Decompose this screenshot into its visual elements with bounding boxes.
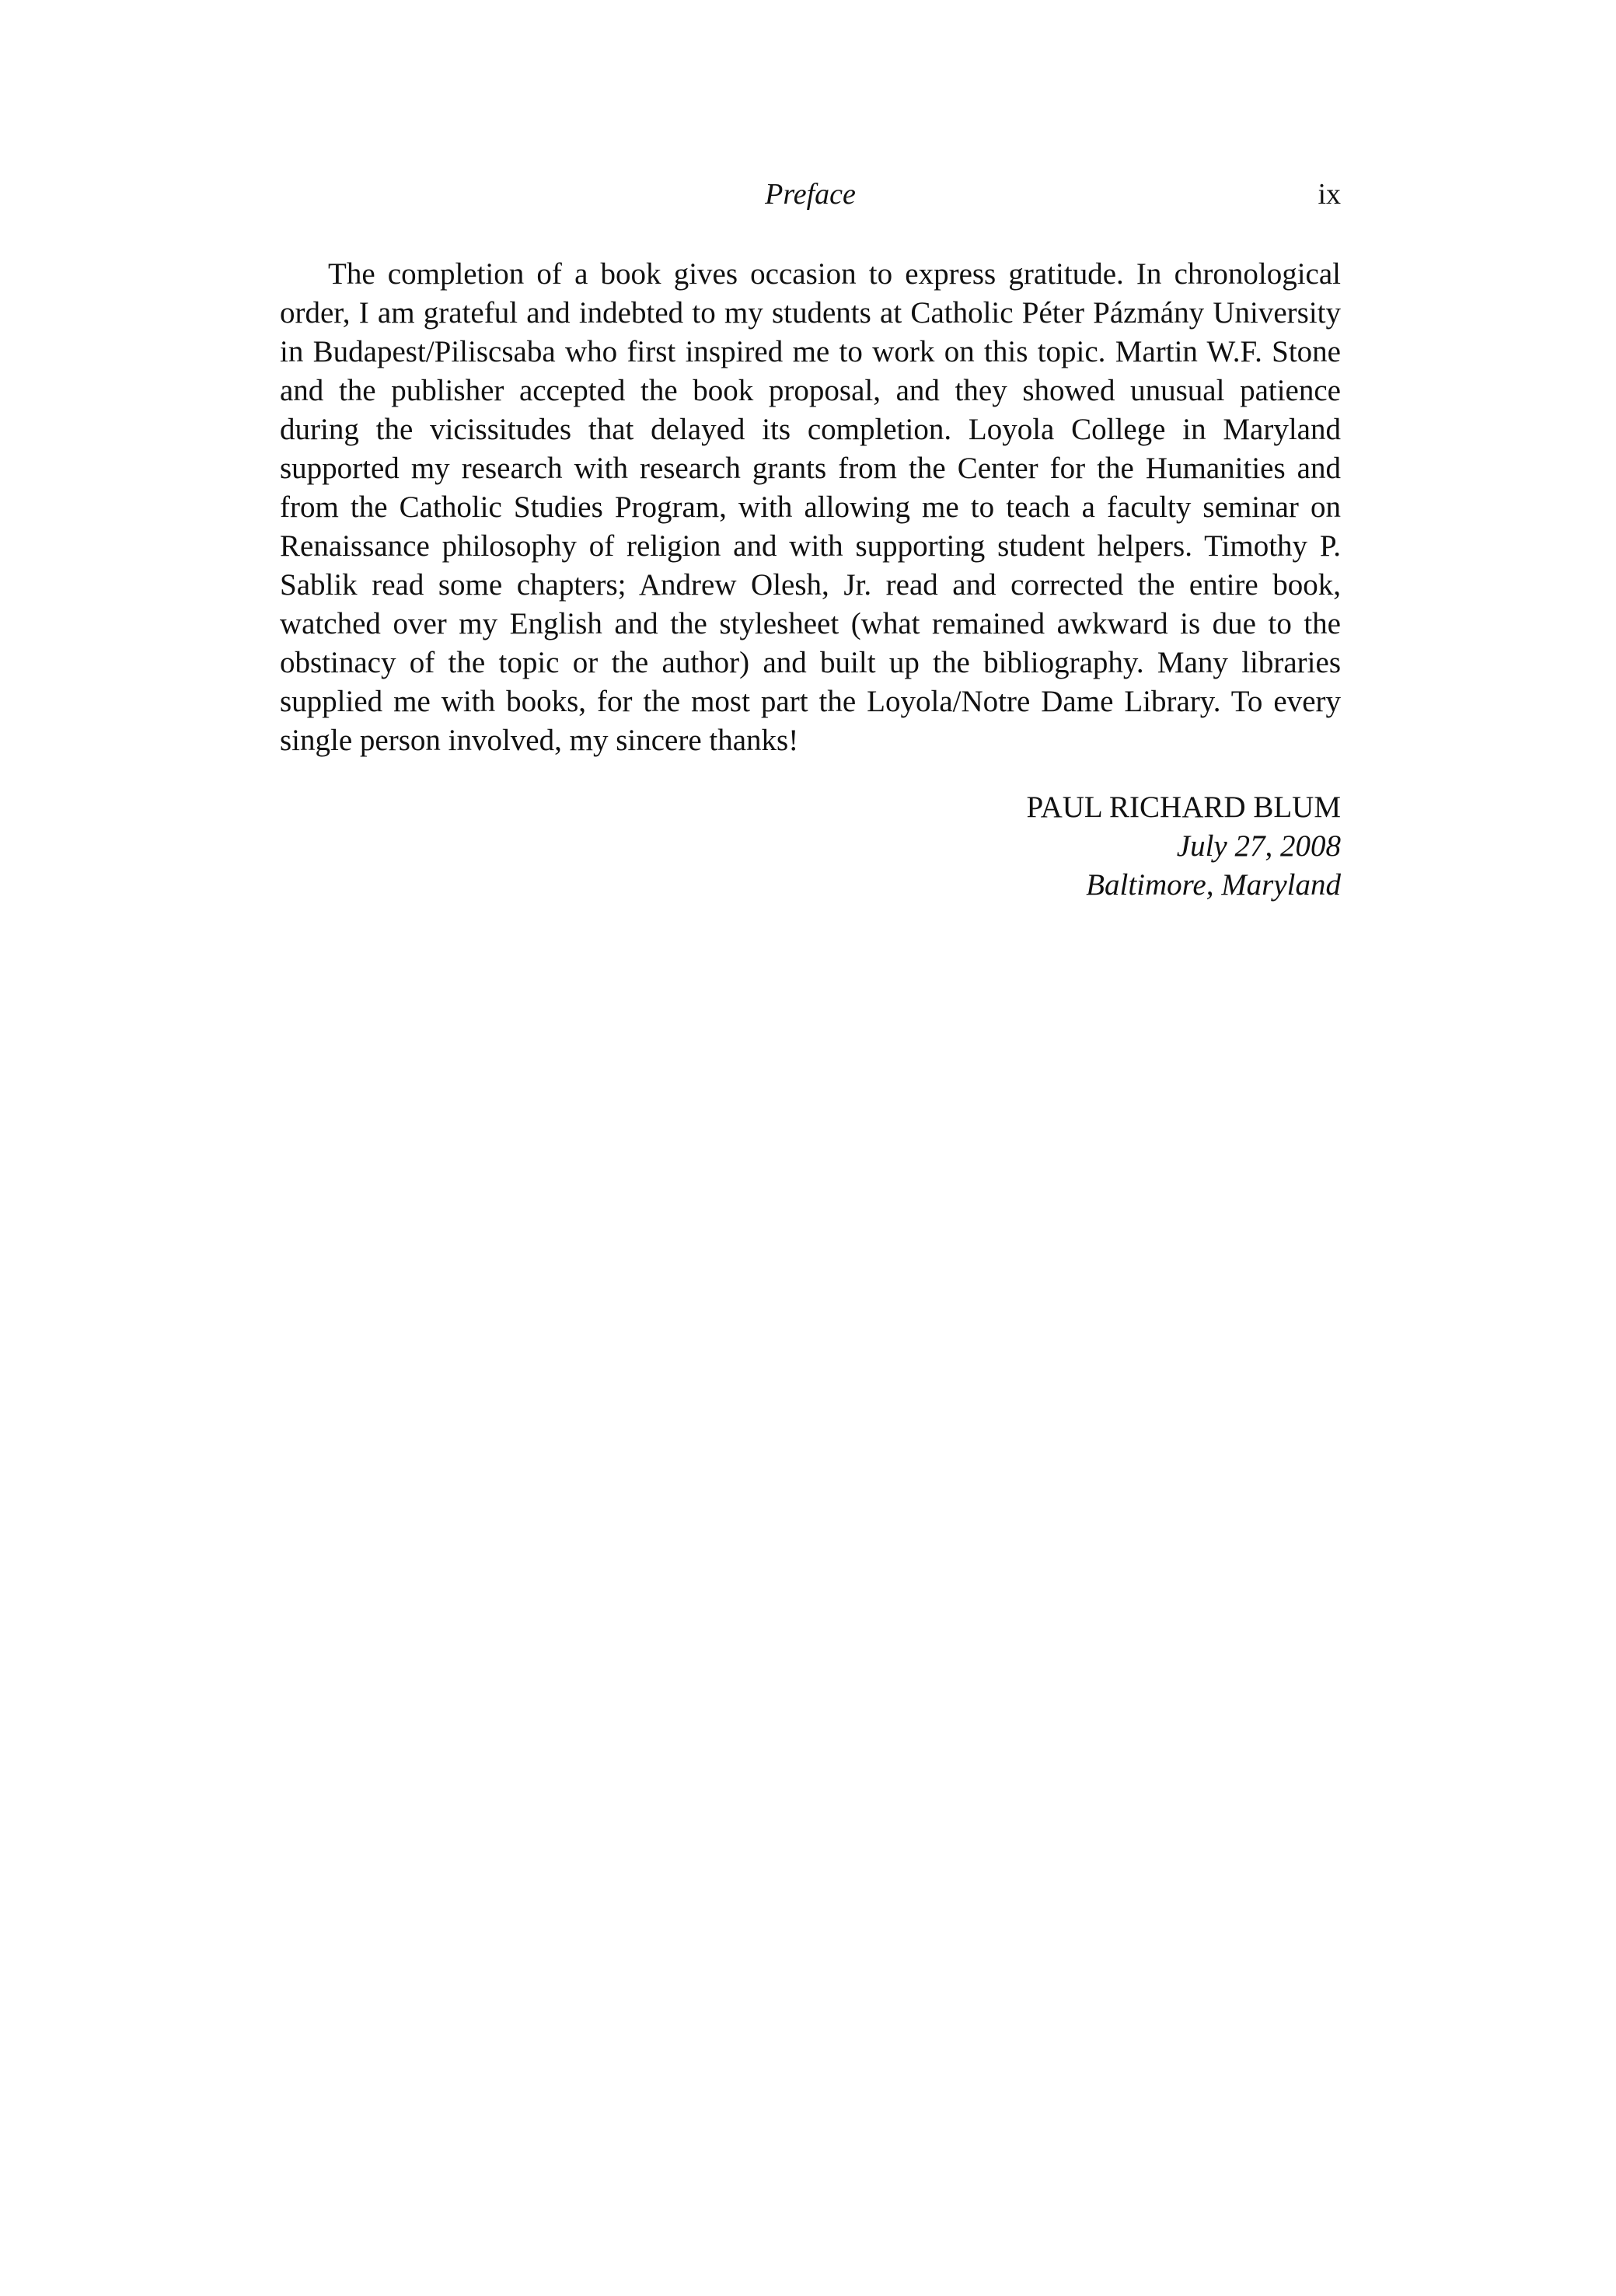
running-title: Preface bbox=[765, 178, 856, 211]
signature-place: Baltimore, Maryland bbox=[1086, 868, 1341, 902]
author-name: PAUL RICHARD BLUM bbox=[1026, 790, 1341, 824]
signature-block bbox=[280, 788, 1341, 905]
running-head bbox=[280, 171, 1341, 218]
book-page bbox=[280, 171, 1341, 905]
signature-date: July 27, 2008 bbox=[1176, 829, 1341, 863]
acknowledgements-paragraph: The completion of a book gives occasion to express gratitude. In chronological order, I am grateful and indebted to my students at Catholic Péter Pázmány University in Budapest/Piliscsaba who first inspired me to work on this topic. Martin W.F. Stone and the publisher accepted the book proposal, and they showed unusual patience during the vicissitudes that delayed its completion. Loyola College in Maryland supported my research with research grants from the Center for the Humanities and from the Catholic Studies Program, with allowing me to teach a faculty seminar on Renaissance philosophy of religion and with supporting student helpers. Timothy P. Sablik read some chapters; Andrew Olesh, Jr. read and corrected the entire book, watched over my English and the stylesheet (what remained awkward is due to the obstinacy of the topic or the author) and built up the bibliography. Many libraries supplied me with books, for the most part the Loyola/Notre Dame Library. To every single person involved, my sincere thanks! bbox=[280, 257, 1341, 757]
page-number: ix bbox=[1318, 178, 1341, 211]
